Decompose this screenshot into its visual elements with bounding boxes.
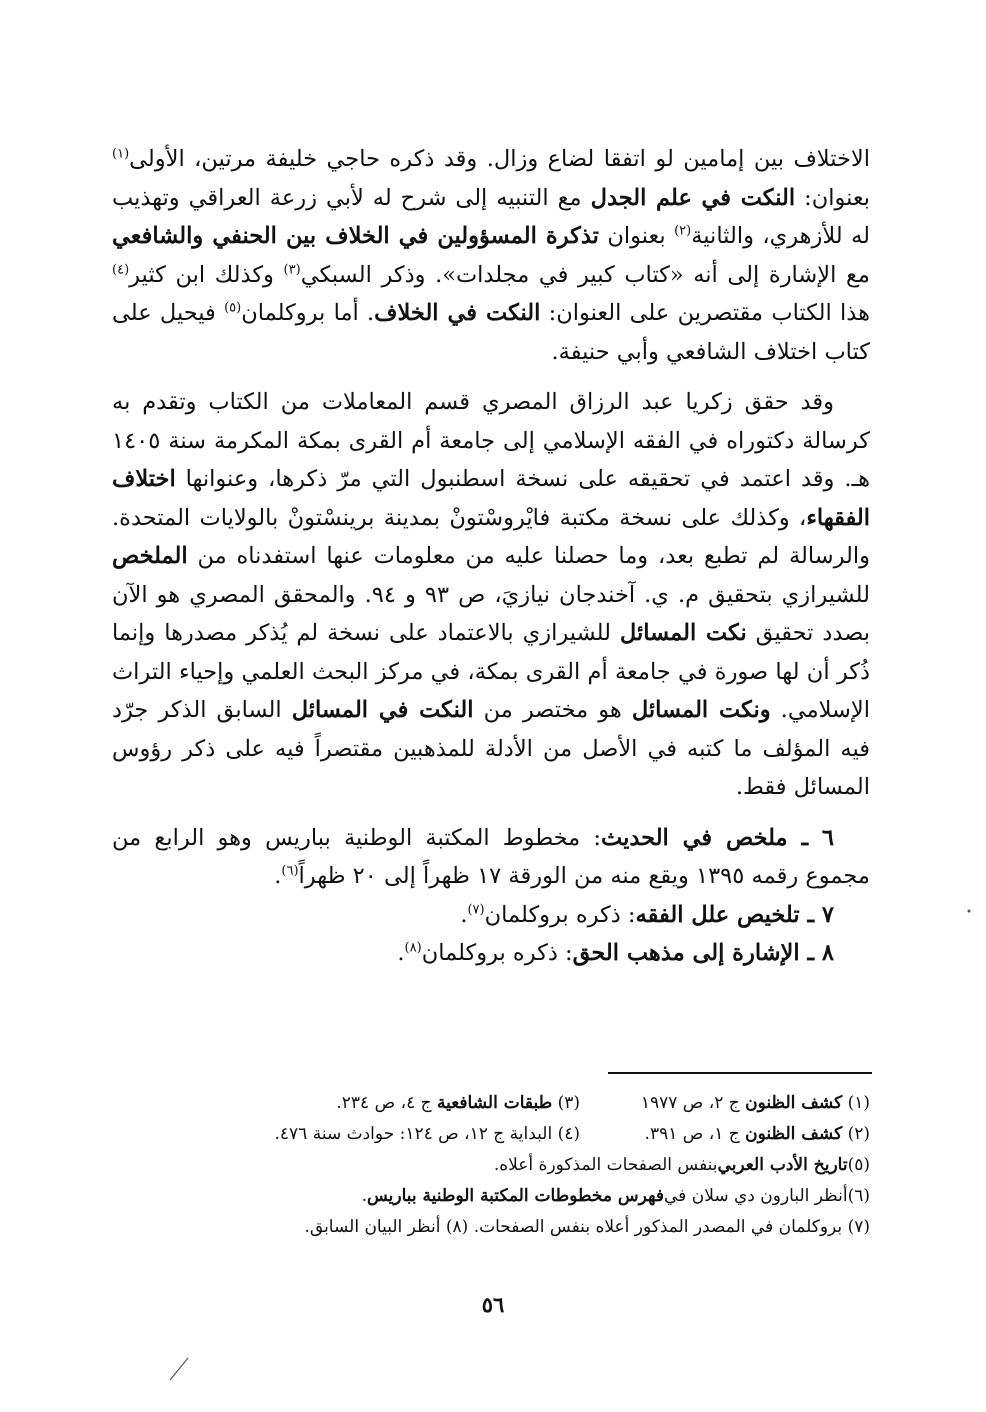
footnote-8 [304,1212,468,1243]
text-run: : ذكره بروكلمان [484,901,636,928]
footnote-row [114,1088,870,1119]
scan-artifact-mark [168,1352,192,1382]
footnote-text: أنظر البارون دي سلان في [664,1186,848,1206]
footnote-2 [580,1119,870,1150]
footnote-text: ج ١٢، ص ١٢٤: حوادث سنة ٤٧٦. [274,1124,510,1144]
footnote-source: البداية [509,1124,553,1144]
bold-title: الملخص [112,543,188,569]
item-title: الإشارة إلى مذهب الحق [572,940,800,966]
text-run: وكذلك ابن كثير [129,261,284,288]
bold-title: تذكرة المسؤولين في الخلاف بين الحنفي والشافعي [112,223,599,249]
footnote-label: (٥) [847,1155,870,1175]
footnote-text: أنظر البيان السابق. [304,1217,441,1237]
text-run: . [274,863,282,889]
footnote-text: بروكلمان في المصدر المذكور أعلاه بنفس الصفحات. [473,1217,843,1237]
item-title: ملخص في الحديث [601,824,788,851]
bold-title: النكت في الخلاف [374,300,541,326]
footnote-divider [608,1072,872,1074]
footnote-source: كشف الظنون [745,1093,843,1113]
footnotes [114,1088,870,1243]
footnote-ref-7[interactable]: (٧) [467,902,485,917]
item-title: تلخيص علل الفقه [635,901,800,928]
text-run: بعنوان [598,223,675,249]
footnote-label: (٤) [552,1124,580,1144]
footnote-5 [114,1150,870,1181]
footnote-label: (٨) [440,1217,469,1237]
text-run: السابق الذكر جرّد فيه المؤلف ما كتبه في الأصل من الأدلة للمذهبين مقتصراً فيه على ذكر رؤوس المسائل فقط. [112,697,870,800]
footnote-label: (١) [842,1093,870,1113]
footnote-text: بنفس الصفحات المذكورة أعلاه. [493,1155,718,1175]
text-run: هذا الكتاب مقتصرين على العنوان: [540,300,870,326]
footnote-ref-3[interactable]: (٣) [283,262,301,277]
footnote-source: كشف الظنون [745,1124,843,1144]
bold-title: ونكت المسائل [631,697,771,723]
footnote-row [114,1119,870,1150]
list-item-6 [112,819,870,896]
list-item-8 [112,934,870,973]
footnote-label: (٦) [847,1186,870,1206]
footnote-ref-5[interactable]: (٥) [224,300,242,316]
footnote-label: (٣) [552,1093,580,1113]
footnote-source: تاريخ الأدب العربي [717,1155,848,1175]
item-number: ٨ ـ [799,940,834,966]
footnote-text: ج ٤، ص ٢٣٤. [336,1093,437,1113]
text-run: : مخطوط المكتبة الوطنية بباريس وهو الرابع من مجموع رقمه ١٣٩٥ ويقع منه من الورقة ١٧ ظهراً إلى ٢٠ ظهراً [112,824,870,889]
footnote-ref-4[interactable]: (٤) [112,262,130,277]
text-run: بعنوان: [795,184,871,211]
text-run: مع التنبيه إلى شرح له لأبي زرعة العراقي وتهذيب له للأزهري، والثانية [112,184,870,249]
footnote-text: ج ١، ص ٣٩١. [644,1124,746,1144]
footnote-1 [580,1088,870,1119]
text-run: هو مختصر من [473,697,632,723]
paragraph-2 [112,383,870,807]
text-run: وقد حقق زكريا عبد الرزاق المصري قسم المعاملات من الكتاب وتقدم به كرسالة دكتوراه في الفقه الإسلامي إلى جامعة أم القرى بمكة المكرمة سنة ١٤٠٥ هـ. وقد اعتمد في تحقيقه على نسخة اسطنبول التي مرّ ذكرها، وعنوانها [112,389,870,492]
scan-artifact-dot [966,908,972,914]
text-run: . أما بروكلمان [241,300,375,326]
footnote-6 [114,1181,870,1212]
text-run: مع الإشارة إلى أنه «كتاب كبير في مجلدات». وذكر السبكي [300,261,870,288]
footnote-7 [474,1212,870,1243]
text-run: ، وكذلك على نسخة مكتبة فايْروسْتونْ بمدينة برينسْتونْ بالولايات المتحدة. والرسالة لم تطبع بعد، وما حصلنا عليه من معلومات عنها استفدناه من [112,504,870,569]
text-run: للشيرازي بالاعتماد على نسخة لم يُذكر مصدرها وإنما ذُكر أن لها صورة في جامعة أم القرى بمكة، في مركز البحث العلمي وإحياء التراث الإسلامي. [112,620,870,723]
item-number: ٦ ـ [787,824,835,851]
bold-title: نكت المسائل [619,620,747,646]
footnote-label: (٧) [842,1217,870,1237]
bold-title: النكت في علم الجدل [590,184,796,211]
item-number: ٧ ـ [799,901,834,928]
bold-title: اختلاف الفقهاء [112,466,870,531]
bold-title: النكت في المسائل [291,697,474,723]
footnote-ref-8[interactable]: (٨) [404,940,422,956]
text-run: . [397,940,405,966]
footnote-4 [275,1119,581,1150]
footnote-label: (٢) [842,1124,870,1144]
footnote-3 [336,1088,580,1119]
list-item-7 [112,896,870,935]
footnote-ref-6[interactable]: (٦) [281,863,299,879]
text-run: : ذكره بروكلمان [421,940,573,966]
footnote-ref-1[interactable]: (١) [112,146,130,162]
text-run: الاختلاف بين إمامين لو اتفقا لضاع وزال. وقد ذكره حاجي خليفة مرتين، الأولى [129,146,870,172]
text-run: فيحيل على كتاب اختلاف الشافعي وأبي حنيفة. [112,300,870,365]
footnote-row [114,1212,870,1243]
text-run: للشيرازي بتحقيق م. ي. آخندجان نيازيَ، ص ٩٣ و ٩٤. والمحقق المصري هو الآن بصدد تحقيق [112,581,870,646]
paragraph-1 [112,140,870,371]
footnote-source: طبقات الشافعية [436,1093,553,1113]
main-text [112,140,870,973]
footnote-ref-2[interactable]: (٢) [674,223,692,239]
text-run: . [460,901,468,928]
footnote-text: . [361,1186,367,1206]
footnote-source: فهرس مخطوطات المكتبة الوطنية بباريس [366,1186,665,1206]
footnote-text: ج ٢، ص ١٩٧٧ [640,1093,746,1113]
page-number: ٥٦ [481,1292,505,1317]
